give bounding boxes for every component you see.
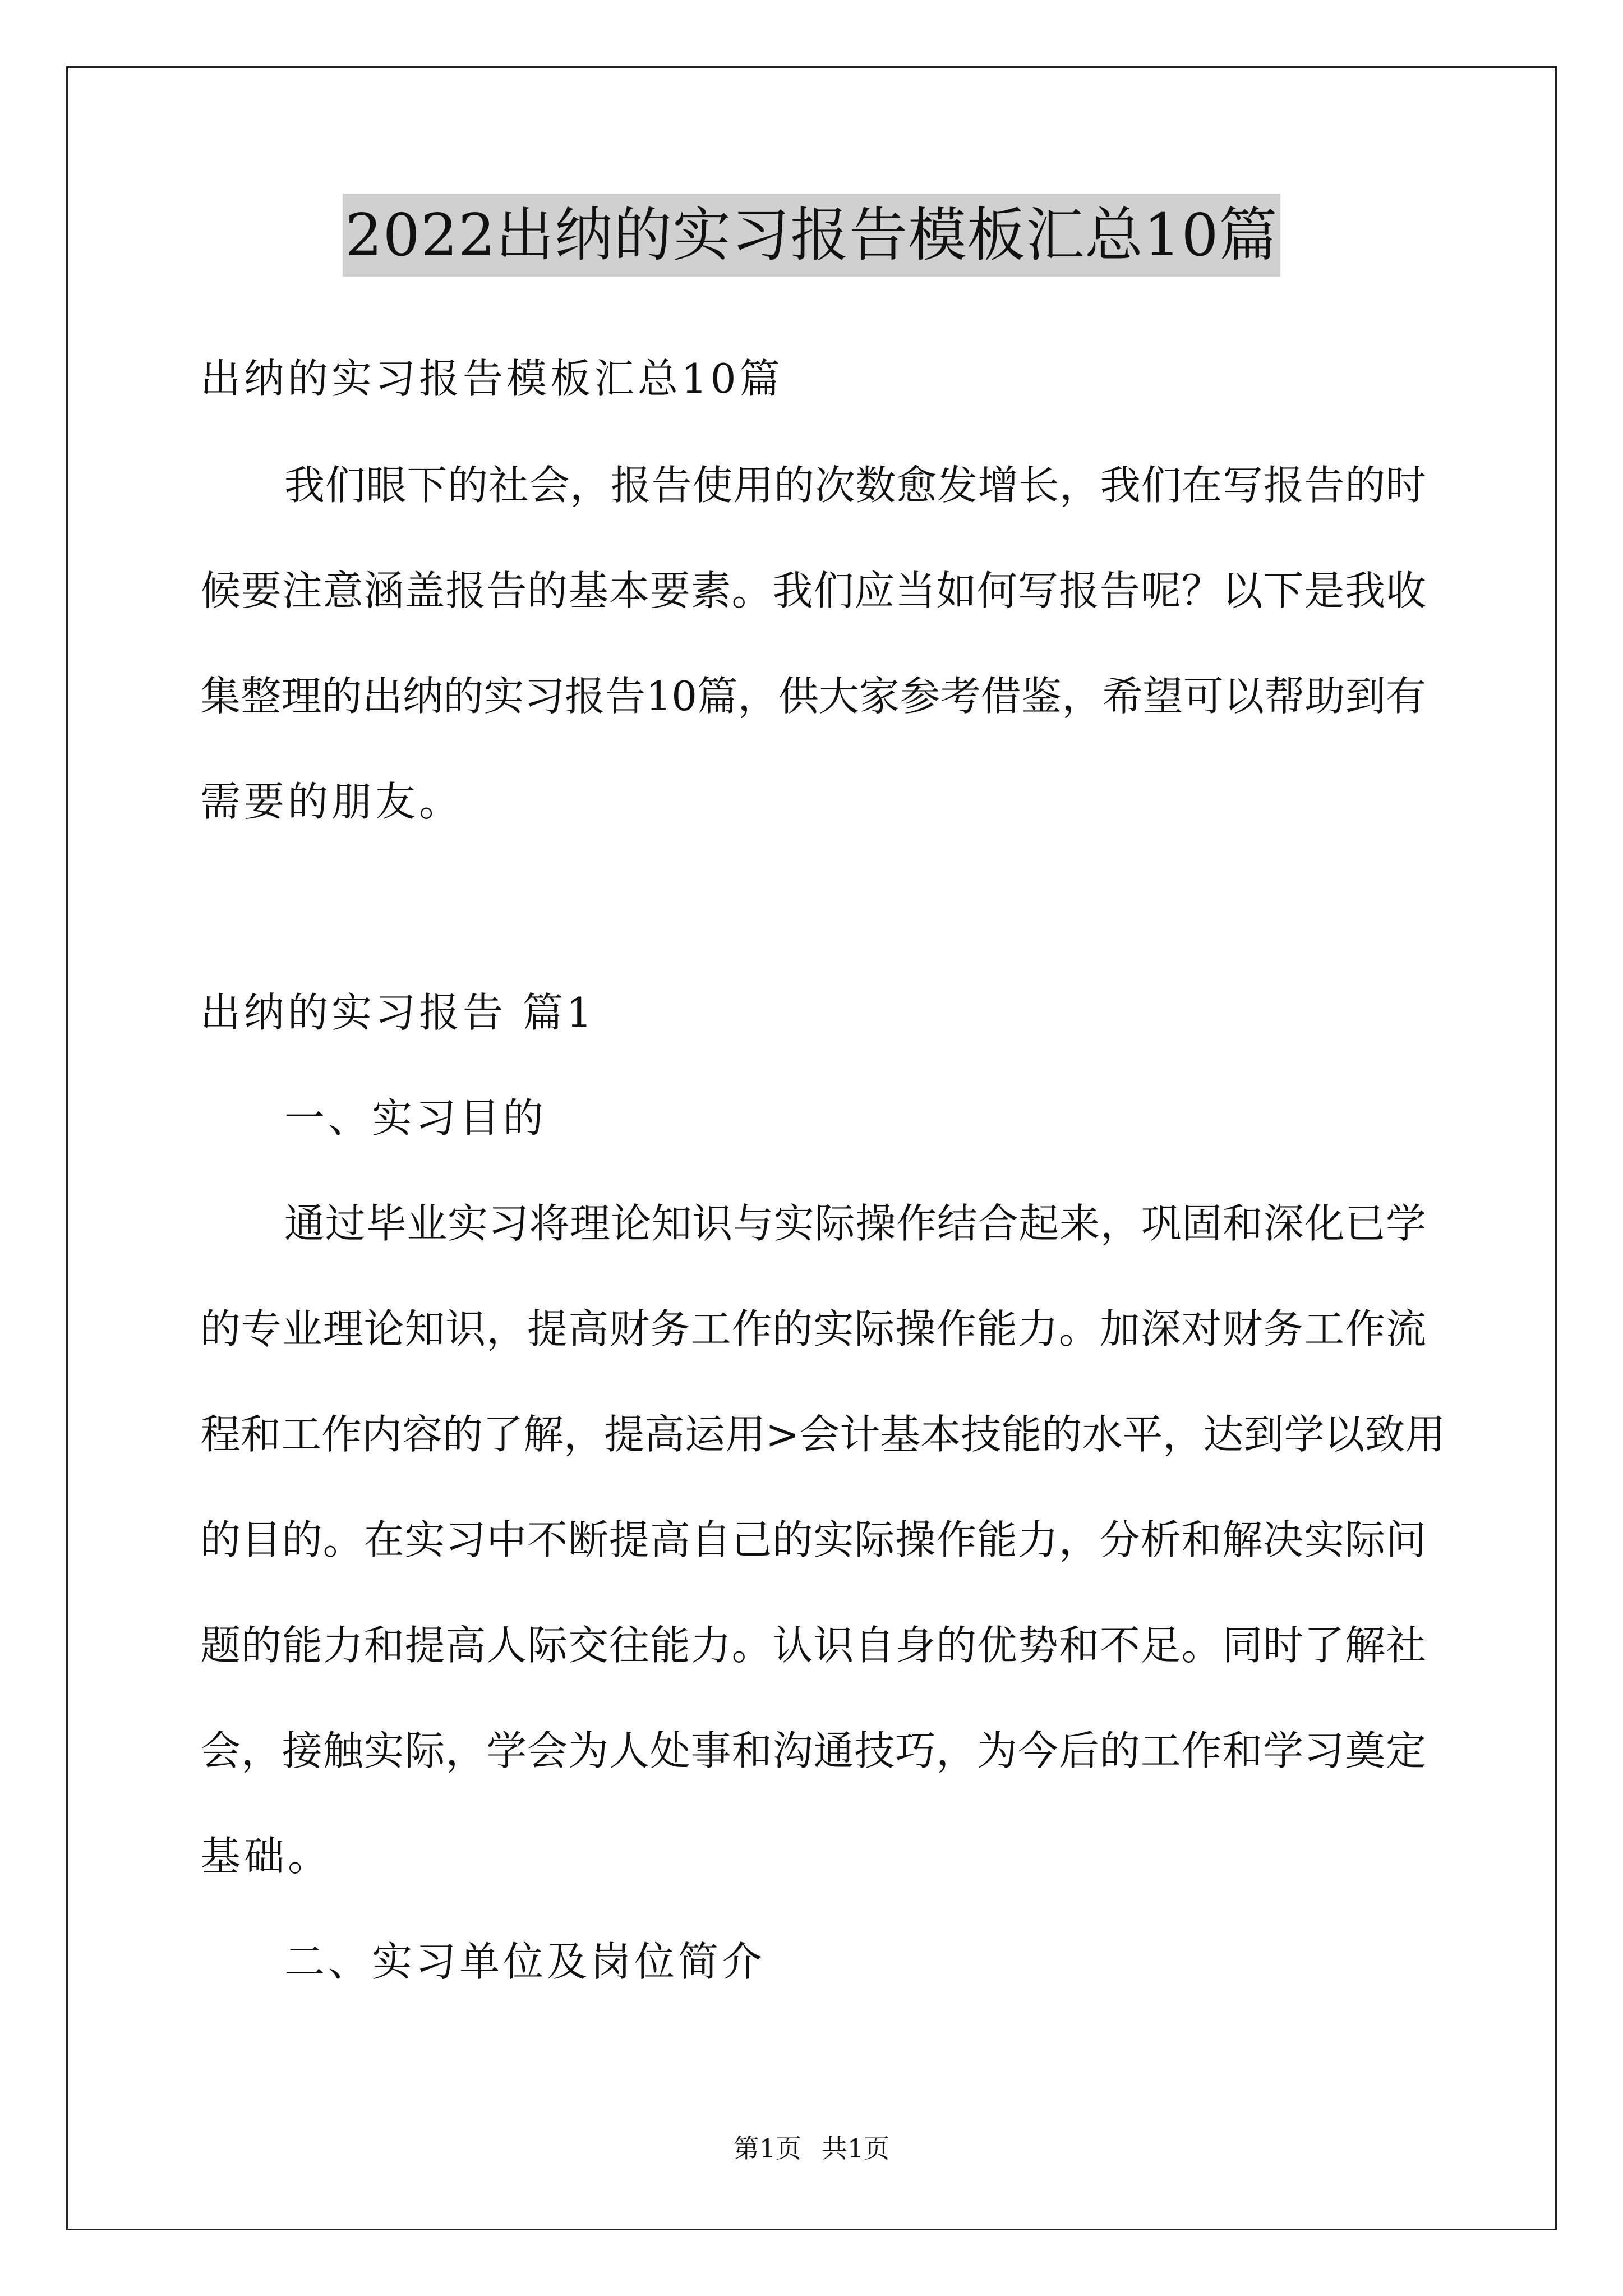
- paragraph-line: 程和工作内容的了解，提高运用>会计基本技能的水平，达到学以致用: [200, 1411, 1446, 1458]
- paragraph-line: 题的能力和提高人际交往能力。认识自身的优势和不足。同时了解社: [200, 1622, 1426, 1669]
- paragraph-line: 会，接触实际，学会为人处事和沟通技巧，为今后的工作和学习奠定: [200, 1727, 1426, 1774]
- intro-line: 我们眼下的社会，报告使用的次数愈发增长，我们在写报告的时: [284, 462, 1426, 509]
- intro-line: 需要的朋友。: [200, 778, 463, 825]
- heading-unit-intro: 二、实习单位及岗位简介: [284, 1938, 766, 1985]
- document-subtitle: 出纳的实习报告模板汇总10篇: [200, 355, 783, 402]
- document-title: 2022出纳的实习报告模板汇总10篇: [343, 194, 1280, 277]
- paragraph-line: 通过毕业实习将理论知识与实际操作结合起来，巩固和深化已学: [284, 1200, 1426, 1247]
- heading-objective: 一、实习目的: [284, 1094, 547, 1142]
- page-number: 第1页: [733, 2133, 801, 2164]
- intro-line: 集整理的出纳的实习报告10篇，供大家参考借鉴，希望可以帮助到有: [200, 673, 1426, 720]
- section-title: 出纳的实习报告 篇1: [200, 989, 596, 1036]
- paragraph-line: 的专业理论知识，提高财务工作的实际操作能力。加深对财务工作流: [200, 1305, 1426, 1352]
- title-container: [0, 194, 1623, 277]
- intro-line: 候要注意涵盖报告的基本要素。我们应当如何写报告呢？以下是我收: [200, 567, 1426, 614]
- page-total: 共1页: [822, 2133, 890, 2164]
- page-footer: [0, 2132, 1623, 2165]
- paragraph-line: 的目的。在实习中不断提高自己的实际操作能力，分析和解决实际问: [200, 1516, 1426, 1563]
- paragraph-line: 基础。: [200, 1833, 332, 1880]
